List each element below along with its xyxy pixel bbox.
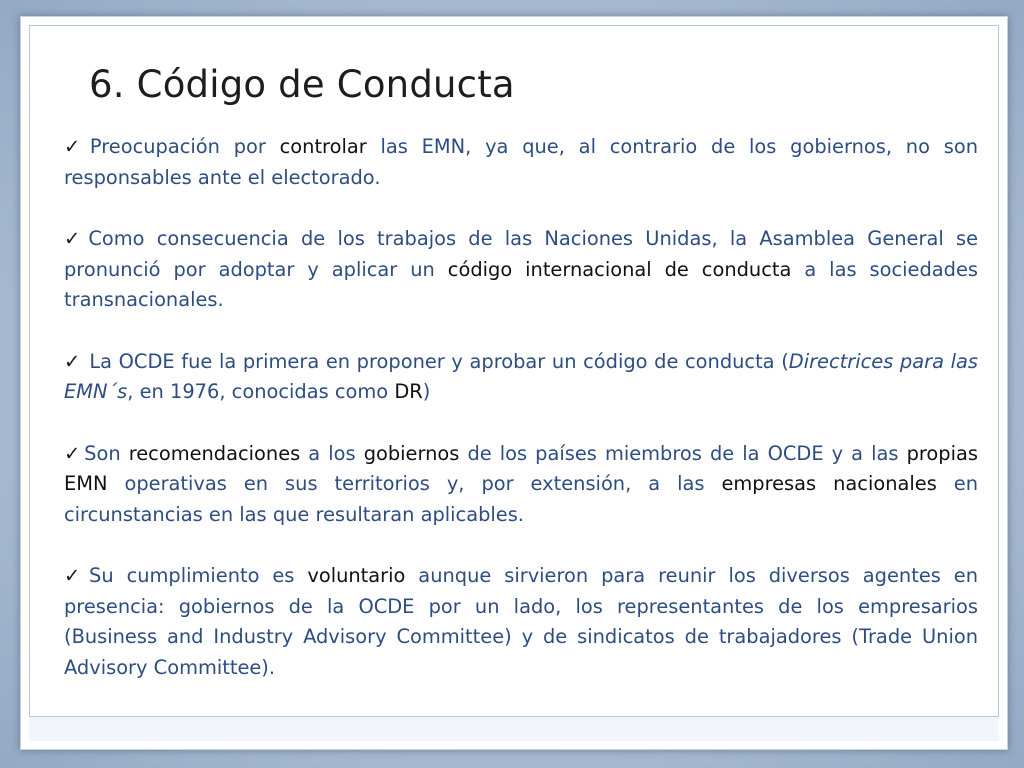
bullet-item — [64, 561, 978, 683]
bullet-text-segment: las EMN, ya que, al contrario de los gobiernos, no son responsables ante el electorado. — [64, 135, 978, 189]
bullet-text-segment: código internacional de conducta — [447, 257, 792, 281]
bullet-text-segment: Son — [84, 441, 129, 465]
bullet-text-segment: aunque sirvieron para reunir los diversos agentes en presencia: gobiernos de la OCDE por un lado, los representantes de los empresarios (Business and Industry Advisory Committee) y de sindicatos de trabajadores (Trade Union Advisory Committee). — [64, 564, 979, 679]
bullet-text-segment: DR — [394, 380, 423, 403]
checkmark-icon: ✓ — [64, 227, 87, 250]
bullet-text-segment: en circunstancias en las que resultaran aplicables. — [64, 472, 978, 526]
bullet-text-segment: Su cumplimiento es — [89, 564, 308, 587]
bullet-item — [64, 132, 978, 193]
checkmark-icon: ✓ — [64, 564, 88, 587]
slide-frame — [20, 16, 1008, 750]
bullet-text-segment: ) — [422, 380, 431, 403]
bullet-item — [64, 347, 978, 408]
bullet-text-segment: de los países miembros de la OCDE y a las — [459, 441, 907, 465]
bullet-item — [64, 439, 978, 531]
bullet-text-segment: La OCDE fue la primera en proponer y aprobar un código de conducta ( — [82, 349, 789, 373]
bullet-text-segment: Directrices para las EMN´s — [64, 349, 978, 403]
bullet-list — [64, 132, 978, 683]
bullet-text-segment: Preocupación por — [89, 135, 280, 158]
bullet-text-segment: Como consecuencia de los trabajos de las Naciones Unidas, la Asamblea General se pronunció por adoptar y aplicar un — [64, 227, 978, 281]
checkmark-icon: ✓ — [64, 135, 88, 158]
bullet-item — [64, 224, 978, 316]
bullet-text-segment: operativas en sus territorios y, por extensión, a las — [107, 472, 722, 495]
slide-title: 6. Código de Conducta — [89, 63, 515, 106]
bullet-text-segment: recomendaciones — [128, 441, 301, 465]
bullet-text-segment: propias EMN — [64, 441, 978, 495]
bullet-text-segment: gobiernos — [363, 441, 460, 465]
footer-band — [29, 716, 999, 741]
bullet-text-segment: , en 1976, conocidas como — [127, 380, 395, 403]
checkmark-icon: ✓ — [64, 349, 81, 373]
bullet-text-segment: empresas nacionales — [721, 472, 937, 495]
bullet-text-segment: voluntario — [307, 564, 406, 587]
bullet-text-segment: a las sociedades transnacionales. — [64, 257, 978, 311]
bullet-text-segment: a los — [300, 441, 364, 465]
bullet-text-segment: controlar — [279, 135, 367, 158]
checkmark-icon: ✓ — [64, 441, 83, 465]
